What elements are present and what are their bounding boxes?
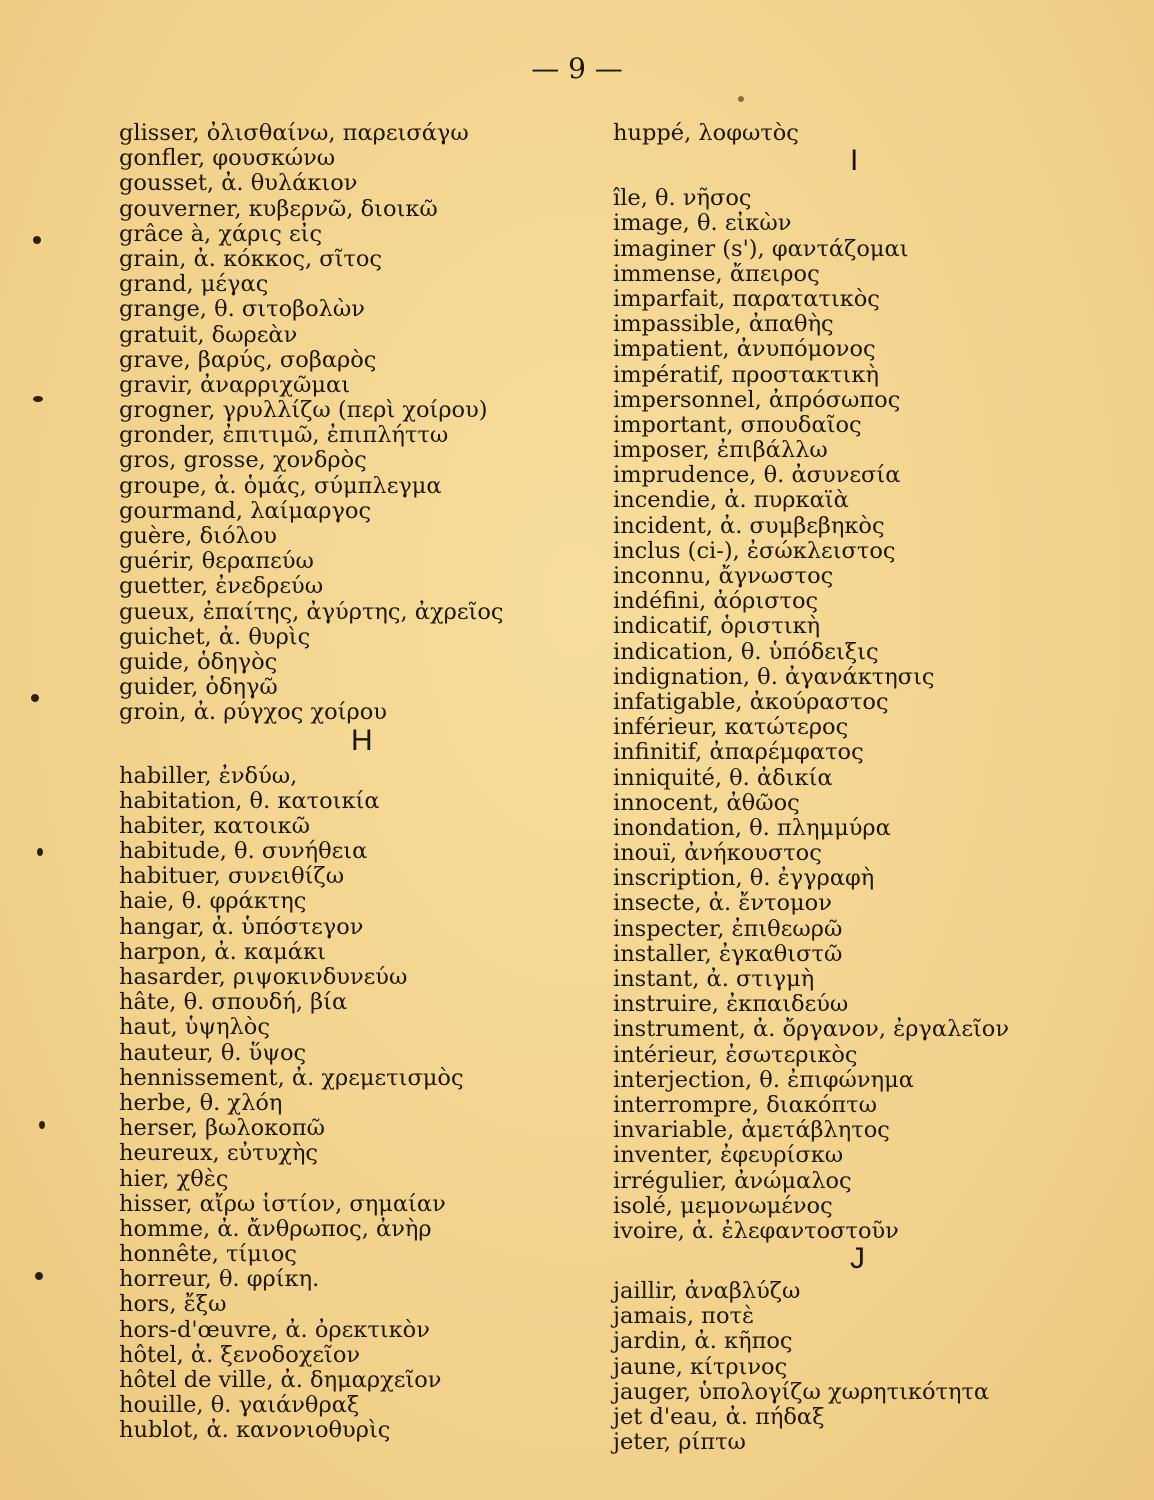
dictionary-entry: guichet, ἀ. θυρὶς xyxy=(119,623,311,650)
dictionary-entry: herbe, θ. χλόη xyxy=(119,1089,283,1116)
dictionary-entry: impassible, ἀπαθὴς xyxy=(613,311,834,338)
dictionary-entry: indicatif, ὁριστικὴ xyxy=(613,613,821,640)
dictionary-entry: intérieur, ἐσωτερικὸς xyxy=(613,1041,858,1068)
dictionary-entry: gronder, ἐπιτιμῶ, ἐπιπλήττω xyxy=(119,422,449,449)
j-entries-list xyxy=(613,1279,1009,1455)
dictionary-entry: interrompre, διακόπτω xyxy=(613,1091,877,1118)
dictionary-entry: jet d'eau, ἀ. πήδαξ xyxy=(613,1404,825,1430)
dictionary-entry: habiller, ἐνδύω, xyxy=(119,762,298,789)
margin-mark xyxy=(39,1121,45,1129)
dictionary-entry: huppé, λοφωτὸς xyxy=(613,120,799,146)
dictionary-entry: imposer, ἐπιβάλλω xyxy=(613,437,828,464)
margin-mark xyxy=(31,694,39,702)
dictionary-entry: imprudence, θ. ἀσυνεσία xyxy=(613,462,901,489)
dictionary-entry: installer, ἐγκαθιστῶ xyxy=(613,940,843,967)
dictionary-entry: indéfini, ἀόριστος xyxy=(613,588,819,615)
dictionary-entry: glisser, ὀλισθαίνω, παρεισάγω xyxy=(119,120,469,146)
dictionary-entry: interjection, θ. ἐπιφώνημα xyxy=(613,1066,914,1093)
dictionary-entry: indignation, θ. ἀγανάκτησις xyxy=(613,663,935,690)
dictionary-entry: irrégulier, ἀνώμαλος xyxy=(613,1167,852,1194)
g-entries-list xyxy=(119,121,503,726)
dictionary-entry: inouï, ἀνήκουστος xyxy=(613,840,822,867)
dictionary-entry: inventer, ἐφευρίσκω xyxy=(613,1142,844,1169)
dictionary-entry: jardin, ἀ. κῆπος xyxy=(613,1328,793,1355)
dictionary-entry: jeter, ρίπτω xyxy=(613,1429,746,1456)
margin-mark xyxy=(37,848,43,856)
dictionary-entry: jauger, ὑπολογίζω χωρητικότητα xyxy=(613,1378,990,1405)
dictionary-entry: habitude, θ. συνήθεια xyxy=(119,838,368,865)
dictionary-entry: inclus (ci-), ἐσώκλειστος xyxy=(613,537,896,564)
dictionary-entry: herser, βωλοκοπῶ xyxy=(119,1115,325,1142)
h-entries-list xyxy=(119,764,503,1444)
dictionary-entry: hasarder, ριψοκινδυνεύω xyxy=(119,964,408,990)
dictionary-entry: groin, ἀ. ρύγχος χοίρου xyxy=(119,699,387,726)
dictionary-entry: ivoire, ἀ. ἐλεφαντοστοῦν xyxy=(613,1217,899,1244)
dictionary-entry: haie, θ. φράκτης xyxy=(119,888,307,915)
dictionary-entry: instruire, ἐκπαιδεύω xyxy=(613,991,849,1018)
dictionary-entry: hors, ἔξω xyxy=(119,1291,227,1318)
dictionary-entry: grogner, γρυλλίζω (περὶ χοίρου) xyxy=(119,397,488,424)
dictionary-entry: gouverner, κυβερνῶ, διοικῶ xyxy=(119,195,438,222)
dictionary-entry: hors-d'œuvre, ἀ. ὀρεκτικὸν xyxy=(119,1316,430,1343)
dictionary-entry: invariable, ἀμετάβλητος xyxy=(613,1117,890,1144)
dictionary-entry: guère, διόλου xyxy=(119,523,277,549)
dictionary-entry: grâce à, χάρις εἰς xyxy=(119,220,323,247)
dictionary-entry: hôtel, ἀ. ξενοδοχεῖον xyxy=(119,1341,361,1368)
dictionary-entry: inniquité, θ. ἀδικία xyxy=(613,764,833,791)
dictionary-entry: inscription, θ. ἐγγραφὴ xyxy=(613,865,875,892)
dictionary-entry: immense, ἄπειρος xyxy=(613,260,820,287)
dictionary-entry: isolé, μεμονωμένος xyxy=(613,1192,833,1219)
dictionary-entry: jamais, ποτὲ xyxy=(613,1303,755,1330)
dictionary-entry: indication, θ. ὑπόδειξις xyxy=(613,638,879,665)
dictionary-entry: impersonnel, ἀπρόσωπος xyxy=(613,386,901,413)
dictionary-entry: houille, θ. γαιάνθραξ xyxy=(119,1392,360,1419)
dictionary-entry: infinitif, ἀπαρέμφατος xyxy=(613,739,864,766)
dictionary-entry: grand, μέγας xyxy=(119,271,269,298)
dictionary-entry: honnête, τίμιος xyxy=(119,1241,297,1268)
dictionary-entry: inspecter, ἐπιθεωρῶ xyxy=(613,915,843,942)
i-entries-list xyxy=(613,186,1009,1244)
dictionary-entry: grave, βαρύς, σοβαρὸς xyxy=(119,346,377,373)
section-heading-h: H xyxy=(351,723,373,757)
dictionary-entry: gueux, ἐπαίτης, ἀγύρτης, ἀχρεῖος xyxy=(119,598,504,625)
dictionary-entry: image, θ. εἰκὼν xyxy=(613,210,792,237)
dictionary-entry: hublot, ἀ. κανονιοθυρὶς xyxy=(119,1417,391,1444)
dictionary-entry: inondation, θ. πλημμύρα xyxy=(613,814,891,841)
dictionary-entry: gratuit, δωρεὰν xyxy=(119,321,298,348)
dictionary-entry: infatigable, ἀκούραστος xyxy=(613,688,889,715)
dictionary-entry: impératif, προστακτικὴ xyxy=(613,361,879,388)
dictionary-entry: gros, grosse, χονδρὸς xyxy=(119,447,367,474)
dictionary-entry: guider, ὁδηγῶ xyxy=(119,674,278,701)
dictionary-entry: hennissement, ἀ. χρεμετισμὸς xyxy=(119,1064,464,1091)
dictionary-entry: habiter, κατοικῶ xyxy=(119,812,310,839)
dictionary-entry: hâte, θ. σπουδή, βία xyxy=(119,989,348,1016)
dictionary-entry: haut, ὑψηλὸς xyxy=(119,1014,270,1041)
dictionary-entry: homme, ἀ. ἄνθρωπος, ἀνὴρ xyxy=(119,1215,432,1242)
dictionary-entry: hauteur, θ. ὕψος xyxy=(119,1039,307,1066)
section-heading-j: J xyxy=(850,1242,865,1276)
page-number: — 9 — xyxy=(531,52,623,85)
left-column xyxy=(119,121,503,1444)
dictionary-entry: instant, ἀ. στιγμὴ xyxy=(613,966,815,992)
dictionary-entry: gravir, ἀναρριχῶμαι xyxy=(119,371,351,398)
dictionary-entry: habituer, συνειθίζω xyxy=(119,863,345,890)
dictionary-entry: gousset, ἀ. θυλάκιον xyxy=(119,170,358,197)
dictionary-entry: jaillir, ἀναβλύζω xyxy=(613,1278,801,1305)
dictionary-entry: grange, θ. σιτοβολὼν xyxy=(119,296,365,323)
dictionary-entry: guérir, θεραπεύω xyxy=(119,548,314,575)
dictionary-entry: inconnu, ἄγνωστος xyxy=(613,563,834,589)
dictionary-entry: impatient, ἀνυπόμονος xyxy=(613,336,876,363)
margin-mark xyxy=(33,236,41,244)
dictionary-entry: instrument, ἀ. ὄργανον, ἐργαλεῖον xyxy=(613,1016,1010,1043)
dictionary-entry: insecte, ἀ. ἔντομον xyxy=(613,890,832,917)
dictionary-entry: hisser, αἴρω ἱστίον, σημαίαν xyxy=(119,1190,446,1217)
dictionary-entry: hôtel de ville, ἀ. δημαρχεῖον xyxy=(119,1367,442,1393)
margin-mark xyxy=(35,1272,43,1280)
dictionary-entry: gonfler, φουσκώνω xyxy=(119,145,336,172)
dictionary-entry: imparfait, παρατατικὸς xyxy=(613,285,880,312)
dictionary-entry: incident, ἀ. συμβεβηκὸς xyxy=(613,512,885,539)
dictionary-entry: horreur, θ. φρίκη. xyxy=(119,1266,320,1293)
dictionary-entry: guetter, ἐνεδρεύω xyxy=(119,573,324,600)
dictionary-entry: innocent, ἀθῶος xyxy=(613,789,800,816)
dictionary-entry: hier, χθὲς xyxy=(119,1165,229,1192)
dictionary-entry: gourmand, λαίμαργος xyxy=(119,497,372,524)
dictionary-entry: incendie, ἀ. πυρκαϊὰ xyxy=(613,487,849,514)
right-column xyxy=(613,121,1009,1455)
dictionary-entry: important, σπουδαῖος xyxy=(613,411,862,438)
dictionary-entry: habitation, θ. κατοικία xyxy=(119,787,380,814)
dictionary-entry: heureux, εὐτυχὴς xyxy=(119,1140,319,1167)
margin-mark xyxy=(738,96,744,102)
dictionary-entry: grain, ἀ. κόκκος, σῖτος xyxy=(119,245,383,272)
margin-mark xyxy=(33,396,43,402)
dictionary-entry: imaginer (s'), φαντάζομαι xyxy=(613,235,909,262)
dictionary-entry: harpon, ἀ. καμάκι xyxy=(119,938,326,965)
dictionary-entry: guide, ὁδηγὸς xyxy=(119,648,278,675)
dictionary-entry: groupe, ἀ. ὁμάς, σύμπλεγμα xyxy=(119,472,442,499)
section-heading-i: I xyxy=(850,144,859,178)
dictionary-entry: hangar, ἀ. ὑπόστεγον xyxy=(119,913,364,940)
dictionary-entry: jaune, κίτρινος xyxy=(613,1353,788,1380)
dictionary-entry: île, θ. νῆσος xyxy=(613,185,752,212)
dictionary-entry: inférieur, κατώτερος xyxy=(613,714,849,741)
